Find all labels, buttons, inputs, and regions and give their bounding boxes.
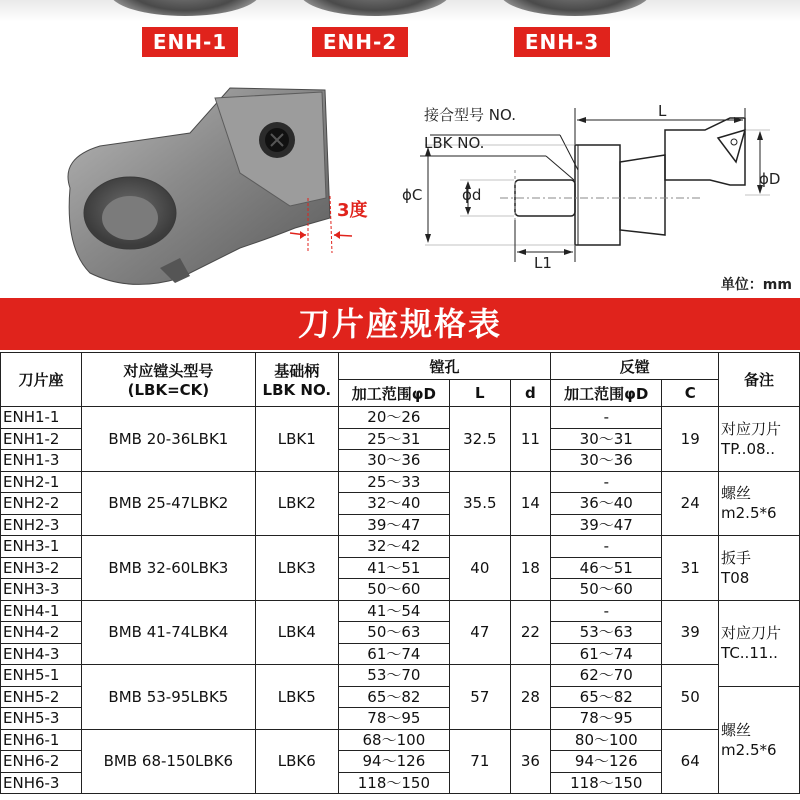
cell-boring-head: BMB 68-150LBK6 [81,729,255,794]
cell-insert-code: ENH5-3 [1,708,82,730]
cell-remark: 对应刀片 TC..11.. [719,600,800,686]
cell-insert-code: ENH3-3 [1,579,82,601]
cell-rev-range: 30～31 [551,428,662,450]
cell-insert-code: ENH5-2 [1,686,82,708]
product-photo-enh3 [500,0,650,16]
header-remarks: 备注 [719,353,800,407]
cell-bore-range: 25～33 [338,471,449,493]
cell-remark: 对应刀片 TP..08.. [719,407,800,472]
cell-l: 32.5 [450,407,511,472]
variant-label-enh1: ENH-1 [142,27,238,57]
spec-table [0,352,800,794]
cell-remark: 螺丝 m2.5*6 [719,471,800,536]
cell-rev-range: 80～100 [551,729,662,751]
cell-d: 18 [510,536,550,601]
header-bore-range: 加工范围φD [338,380,449,407]
technical-drawing [400,90,800,270]
cell-c: 19 [662,407,719,472]
cell-insert-code: ENH2-2 [1,493,82,515]
cell-bore-range: 50～63 [338,622,449,644]
cell-bore-range: 53～70 [338,665,449,687]
cell-bore-range: 118～150 [338,772,449,794]
table-body [1,407,800,794]
cell-remark: 扳手 T08 [719,536,800,601]
cell-d: 22 [510,600,550,665]
table-row [1,665,800,687]
cell-insert-code: ENH6-3 [1,772,82,794]
cell-bore-range: 78～95 [338,708,449,730]
cell-rev-range: - [551,536,662,558]
table-row [1,471,800,493]
header-base-shank: 基础柄 LBK NO. [255,353,338,407]
cell-base-shank: LBK1 [255,407,338,472]
cell-c: 64 [662,729,719,794]
cell-bore-range: 30～36 [338,450,449,472]
cell-rev-range: 78～95 [551,708,662,730]
product-photo-strip [0,0,800,22]
variant-label-enh3: ENH-3 [514,27,610,57]
table-row [1,600,800,622]
table-title-banner: 刀片座规格表 [0,298,800,350]
table-row [1,729,800,751]
header-l: L [450,380,511,407]
variant-label-enh2: ENH-2 [312,27,408,57]
cell-l: 71 [450,729,511,794]
header-insert-seat: 刀片座 [1,353,82,407]
cell-base-shank: LBK3 [255,536,338,601]
label-lbk-no: LBK NO. [424,134,485,152]
unit-note: 单位：mm [720,277,792,293]
cell-bore-range: 41～51 [338,557,449,579]
cell-base-shank: LBK4 [255,600,338,665]
cell-insert-code: ENH2-3 [1,514,82,536]
dim-phid-label: ϕd [462,186,482,204]
cell-l: 47 [450,600,511,665]
cell-insert-code: ENH2-1 [1,471,82,493]
cell-rev-range: 36～40 [551,493,662,515]
cell-boring-head: BMB 53-95LBK5 [81,665,255,730]
table-header-row [1,353,800,380]
cell-bore-range: 68～100 [338,729,449,751]
cell-d: 28 [510,665,550,730]
cell-rev-range: 30～36 [551,450,662,472]
cell-base-shank: LBK5 [255,665,338,730]
cell-bore-range: 25～31 [338,428,449,450]
cell-insert-code: ENH5-1 [1,665,82,687]
cell-rev-range: 118～150 [551,772,662,794]
cell-rev-range: - [551,471,662,493]
cell-insert-code: ENH6-1 [1,729,82,751]
cell-boring-head: BMB 41-74LBK4 [81,600,255,665]
cell-rev-range: 53～63 [551,622,662,644]
cell-rev-range: 46～51 [551,557,662,579]
cell-remark: 螺丝 m2.5*6 [719,686,800,794]
cell-rev-range: 62～70 [551,665,662,687]
angle-label: 3度 [337,200,368,221]
cell-boring-head: BMB 32-60LBK3 [81,536,255,601]
cell-bore-range: 20～26 [338,407,449,429]
label-model-no: 接合型号 NO. [424,106,516,124]
header-boring-head: 对应镗头型号 (LBK=CK) [81,353,255,407]
cell-d: 11 [510,407,550,472]
cell-bore-range: 50～60 [338,579,449,601]
cell-insert-code: ENH4-2 [1,622,82,644]
cell-insert-code: ENH4-1 [1,600,82,622]
cell-insert-code: ENH3-2 [1,557,82,579]
header-d: d [510,380,550,407]
insert-seat-photo [40,78,370,298]
cell-c: 24 [662,471,719,536]
cell-insert-code: ENH6-2 [1,751,82,773]
cell-rev-range: 61～74 [551,643,662,665]
cell-boring-head: BMB 20-36LBK1 [81,407,255,472]
cell-rev-range: 50～60 [551,579,662,601]
cell-rev-range: 65～82 [551,686,662,708]
dim-phid-big-label: ϕD [759,170,781,188]
header-reverse: 反镗 [551,353,719,380]
dim-l-label: L [658,102,667,120]
cell-boring-head: BMB 25-47LBK2 [81,471,255,536]
cell-c: 31 [662,536,719,601]
cell-d: 36 [510,729,550,794]
header-rev-range: 加工范围φD [551,380,662,407]
cell-bore-range: 61～74 [338,643,449,665]
header-c: C [662,380,719,407]
cell-insert-code: ENH3-1 [1,536,82,558]
cell-bore-range: 32～42 [338,536,449,558]
table-row [1,407,800,429]
cell-bore-range: 41～54 [338,600,449,622]
table-row [1,536,800,558]
cell-insert-code: ENH4-3 [1,643,82,665]
cell-c: 50 [662,665,719,730]
product-photo-enh1 [110,0,260,16]
product-photo-enh2 [300,0,450,16]
cell-rev-range: 94～126 [551,751,662,773]
cell-bore-range: 65～82 [338,686,449,708]
cell-rev-range: 39～47 [551,514,662,536]
cell-bore-range: 39～47 [338,514,449,536]
cell-insert-code: ENH1-1 [1,407,82,429]
cell-base-shank: LBK6 [255,729,338,794]
dim-phic-label: ϕC [402,186,423,204]
cell-insert-code: ENH1-3 [1,450,82,472]
cell-l: 57 [450,665,511,730]
cell-rev-range: - [551,600,662,622]
cell-c: 39 [662,600,719,665]
header-bore: 镗孔 [338,353,550,380]
cell-d: 14 [510,471,550,536]
dim-l1-label: L1 [534,254,552,270]
cell-bore-range: 32～40 [338,493,449,515]
cell-insert-code: ENH1-2 [1,428,82,450]
cell-l: 40 [450,536,511,601]
cell-l: 35.5 [450,471,511,536]
cell-bore-range: 94～126 [338,751,449,773]
cell-rev-range: - [551,407,662,429]
cell-base-shank: LBK2 [255,471,338,536]
